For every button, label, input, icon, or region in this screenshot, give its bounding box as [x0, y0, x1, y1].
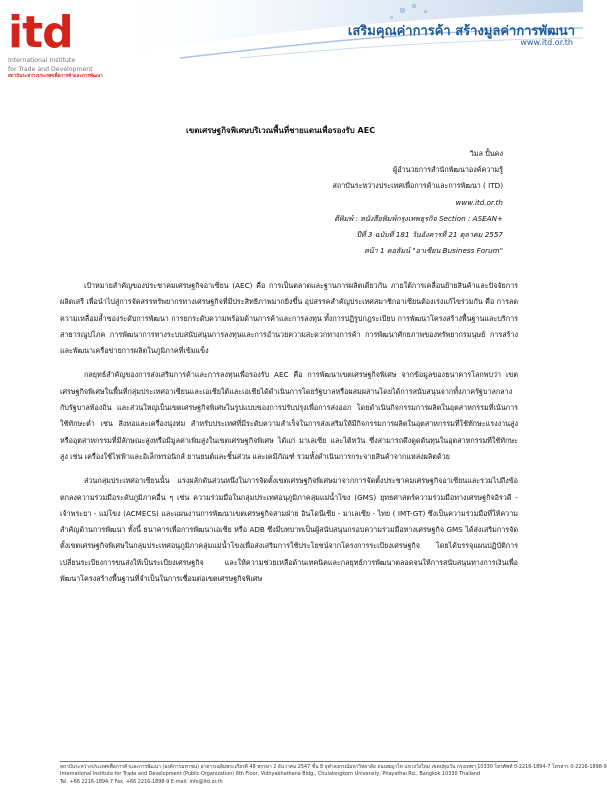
- footer: [60, 764, 607, 786]
- author-position: ผู้อำนวยการสำนักพัฒนาองค์ความรู้: [393, 165, 503, 175]
- slogan: เสริมคุณค่าการค้า สร้างมูลค่าการพัฒนา: [347, 24, 575, 39]
- article-body: [60, 278, 518, 595]
- paragraph: กลยุทธ์สำคัญของการส่งเสริมการค้าและการลงทุนเพื่อรองรับ AEC คือ การพัฒนาเขตเศรษฐกิจพิเศษ จากข้อมูลของธนาคารโลกพบว่า เขตเศรษฐกิจพิเศษในพื้นที่กลุ่มประเทศอาเซียนและเอเชียใต้และเอเชียได้ดำเนินการโดยรัฐบาลหรือผสมผสานโดยได้การสนับสนุนจากทั้งภาครัฐบาลกลางกับรัฐบาลท้องถิ่น และส่วนใหญ่เป็นเขตเศรษฐกิจพิเศษในรูปแบบของการปรับปรุงเพื่อการส่งออก โดยดำเนินกิจกรรมการผลิตในอุตสาหกรรมที่เน้นการใช้ทักษะต่ำ เช่น สิ่งทอและเครื่องนุ่งห่ม สำหรับประเทศที่มีระดับความสำเร็จในการส่งเสริมให้มีกิจกรรมการผลิตในอุตสาหกรรมที่ใช้ทักษะแรงงานสูงหรืออุตสาหกรรมที่มีลักษณะสูงหรือมีมูลค่าเพิ่มสูงในเขตเศรษฐกิจพิเศษ ได้แก่ มาเลเซีย และไต้หวัน ซึ่งสามารถดึงดูดต้นทุนในอุตสาหกรรมที่ใช้ทักษะสูง เช่น เครื่องใช้ไฟฟ้าและอิเล็กทรอนิกส์ ยานยนต์และชิ้นส่วน และเคมีภัณฑ์ รวมทั้งดำเนินการกระจายสินค้าจากแหล่งผลิตด้วย: [60, 370, 518, 461]
- byline-block: [333, 146, 503, 259]
- logo-line: International Institute: [8, 57, 76, 64]
- header-url: www.itd.or.th: [520, 38, 573, 47]
- publication-source: ตีพิมพ์ : หนังสือพิมพ์กรุงเทพธุรกิจ Section : ASEAN+: [334, 213, 503, 223]
- logo-tagline: สถาบันระหว่างประเทศเพื่อการค้าและการพัฒนา: [8, 74, 103, 79]
- logo-mark: itd: [8, 7, 73, 58]
- footer-contact: Tel. +66 2216-1894-7 Fax. +66 2216-1898-9 E-mail: info@itd.or.th: [60, 778, 223, 785]
- footer-line-english: International Institute for Trade and Development (Public Organization) 8th Floor, Vidhyabhathana Bldg., Chulalongkorn University, Phayathai Rd., Bangkok 10330 Thailand: [60, 771, 481, 778]
- author-url: www.itd.or.th: [455, 197, 503, 207]
- publication-issue: ปีที่ 3 ฉบับที่ 181 วันอังคารที่ 21 ตุลาคม 2557: [356, 230, 503, 240]
- document-title: เขตเศรษฐกิจพิเศษบริเวณพื้นที่ชายแดนเพื่อรองรับ AEC: [186, 126, 376, 135]
- publication-page: หน้า 1 คอลัมน์ "อาเซียน Business Forum": [363, 246, 503, 256]
- letterhead: [0, 0, 583, 110]
- logo-line: for Trade and Development: [8, 65, 93, 73]
- author-organization: สถาบันระหว่างประเทศเพื่อการค้าและการพัฒนา ( ITD): [332, 181, 503, 191]
- itd-logo: [8, 7, 108, 80]
- paragraph: ส่วนกลุ่มประเทศอาเซียนนั้น แรงผลักดันส่วนหนึ่งในการจัดตั้งเขตเศรษฐกิจพิเศษมาจากการจัดตั้งประชาคมเศรษฐกิจอาเซียนและรวมไปถึงข้อตกลงความร่วมมือระดับภูมิภาคอื่น ๆ เช่น ความร่วมมือในกลุ่มประเทศอนุภูมิภาคลุ่มแม่น้ำโขง (GMS) ยุทธศาสตร์ความร่วมมือทางเศรษฐกิจอิรวดี - เจ้าพระยา - แม่โขง (ACMECS) และแผนงานการพัฒนาเขตเศรษฐกิจสามฝ่าย อินโดนีเซีย - มาเลเซีย - ไทย ( IMT-GT) ซึ่งเป็นความร่วมมือที่ให้ความสำคัญด้านการพัฒนา ทั้งนี้ ธนาคารเพื่อการพัฒนาเอเชีย หรือ ADB ซึ่งมีบทบาทเป็นผู้สนับสนุนกรอบความร่วมมือทางเศรษฐกิจ GMS ได้ส่งเสริมการจัดตั้งเขตเศรษฐกิจพิเศษในกลุ่มประเทศอนุภูมิภาคลุ่มแม่น้ำโขงเพื่อส่งเสริมการใช้ประโยชน์จากโครงการระเบียงเศรษฐกิจ โดยได้บรรจุแผนปฏิบัติการเปลี่ยนระเบียงการขนส่งให้เป็นระเบียงเศรษฐกิจ และให้ความช่วยเหลือด้านเทคนิคและกลยุทธ์การพัฒนาตลอดจนให้การสนับสนุนทางการเงินเพื่อพัฒนาโครงสร้างพื้นฐานที่จำเป็นในการเชื่อมต่อเขตเศรษฐกิจพิเศษ: [60, 476, 518, 584]
- author-name: วิมล ปั้นคง: [469, 149, 503, 158]
- footer-divider: [60, 761, 518, 762]
- paragraph: เป้าหมายสำคัญของประชาคมเศรษฐกิจอาเซียน (AEC) คือ การเป็นตลาดและฐานการผลิตเดียวกัน ภายใต้การเคลื่อนย้ายสินค้าและปัจจัยการผลิตเสรี เพื่อนำไปสู่การจัดสรรทรัพยากรทางเศรษฐกิจที่มีประสิทธิภาพมากยิ่งขึ้น อุปสรรคสำคัญประเทศสมาชิกอาเซียนต้องเร่งแก้ไขร่วมกัน คือ การลดความเหลื่อมล้ำของระดับการพัฒนา การยกระดับความพร้อมด้านการค้าและการลงทุน ทั้งการปฏิรูปกฎระเบียบ การพัฒนาโครงสร้างพื้นฐานและบริการสาธารณูปโภค การพัฒนาการทางระบบสนับสนุนการลงทุนและการอำนวยความสะดวกทางการค้า การพัฒนาศักยภาพของทรัพยากรมนุษย์ การสร้างและพัฒนาเครือข่ายการผลิตในภูมิภาคที่เข้มแข็ง: [60, 281, 518, 356]
- footer-line-thai: สถาบันระหว่างประเทศเพื่อการค้าและการพัฒนา (องค์การมหาชน) อาคารเฉลิมพระเกียรติ 48 พรรษา 2 ธันวาคม 2547 ชั้น 8 จุฬาลงกรณ์มหาวิทยาลัย ถนนพญาไท แขวงวังใหม่ เขตปทุมวัน กรุงเทพฯ 10330 โทรศัพท์ 0-2216-1894-7 โทรสาร 0-2216-1898-9: [60, 764, 607, 770]
